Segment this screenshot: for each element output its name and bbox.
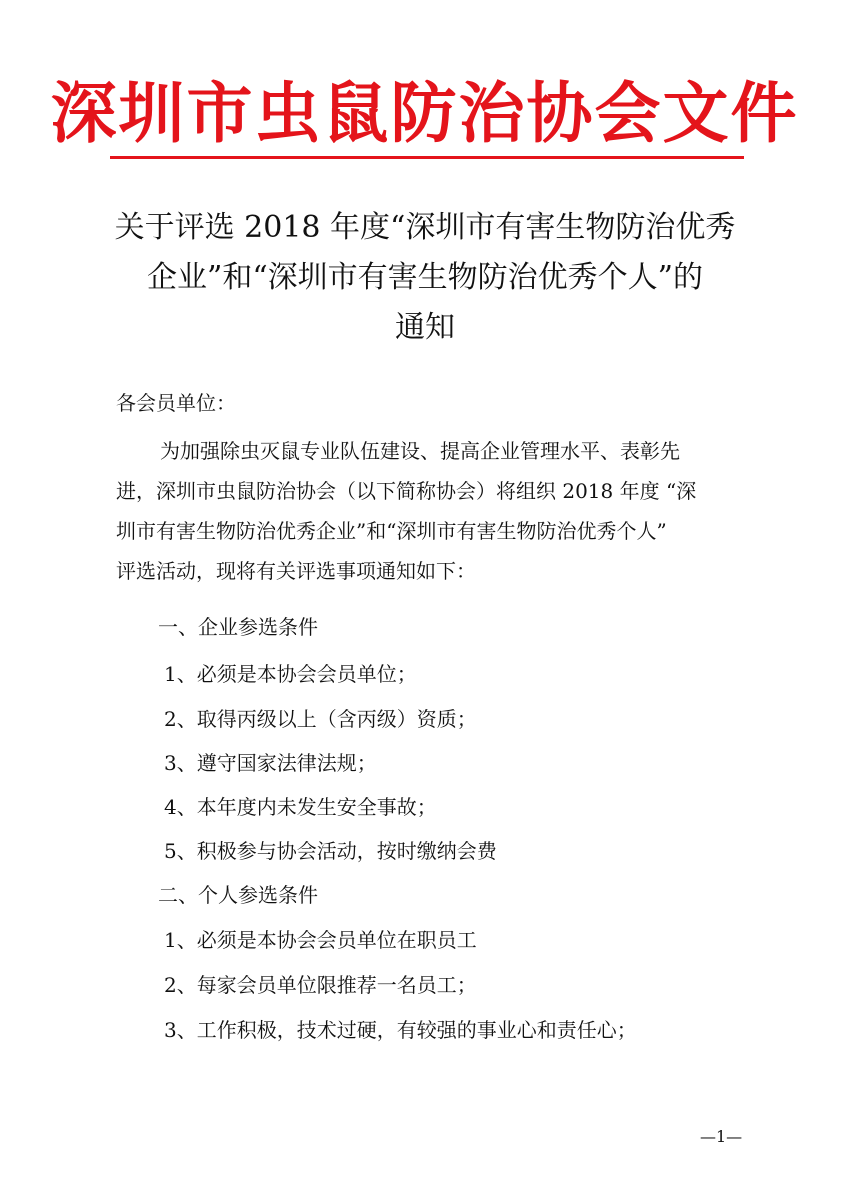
list-item: 3、遵守国家法律法规； (164, 751, 377, 775)
salutation: 各会员单位： (116, 391, 236, 415)
section-heading-enterprise-criteria: 一、企业参选条件 (158, 615, 318, 639)
intro-line: 进，深圳市虫鼠防治协会（以下简称协会）将组织 2018 年度 “深 (116, 479, 697, 503)
list-item: 1、必须是本协会会员单位在职员工 (164, 928, 477, 952)
list-item: 4、本年度内未发生安全事故； (164, 795, 437, 819)
document-header-title: 深圳市虫鼠防治协会文件 (50, 74, 799, 152)
intro-line: 评选活动，现将有关评选事项通知如下： (116, 559, 476, 583)
header-red-rule (110, 156, 744, 159)
page-number: —1— (700, 1127, 743, 1146)
notice-title-line: 企业”和“深圳市有害生物防治优秀个人”的 (146, 260, 703, 295)
list-item: 2、取得丙级以上（含丙级）资质； (164, 707, 477, 731)
intro-paragraph (116, 431, 756, 591)
list-item: 2、每家会员单位限推荐一名员工； (164, 973, 477, 997)
intro-line: 为加强除虫灭鼠专业队伍建设、提高企业管理水平、表彰先 (160, 439, 680, 463)
notice-title-line: 关于评选 2018 年度“深圳市有害生物防治优秀 (114, 210, 736, 245)
section-heading-individual-criteria: 二、个人参选条件 (158, 883, 318, 907)
intro-line: 圳市有害生物防治优秀企业”和“深圳市有害生物防治优秀个人” (116, 519, 667, 543)
list-item: 3、工作积极，技术过硬，有较强的事业心和责任心； (164, 1018, 637, 1042)
notice-title-line: 通知 (395, 310, 455, 345)
notice-title (100, 203, 750, 353)
list-item: 5、积极参与协会活动，按时缴纳会费 (164, 839, 497, 863)
list-item: 1、必须是本协会会员单位； (164, 662, 417, 686)
